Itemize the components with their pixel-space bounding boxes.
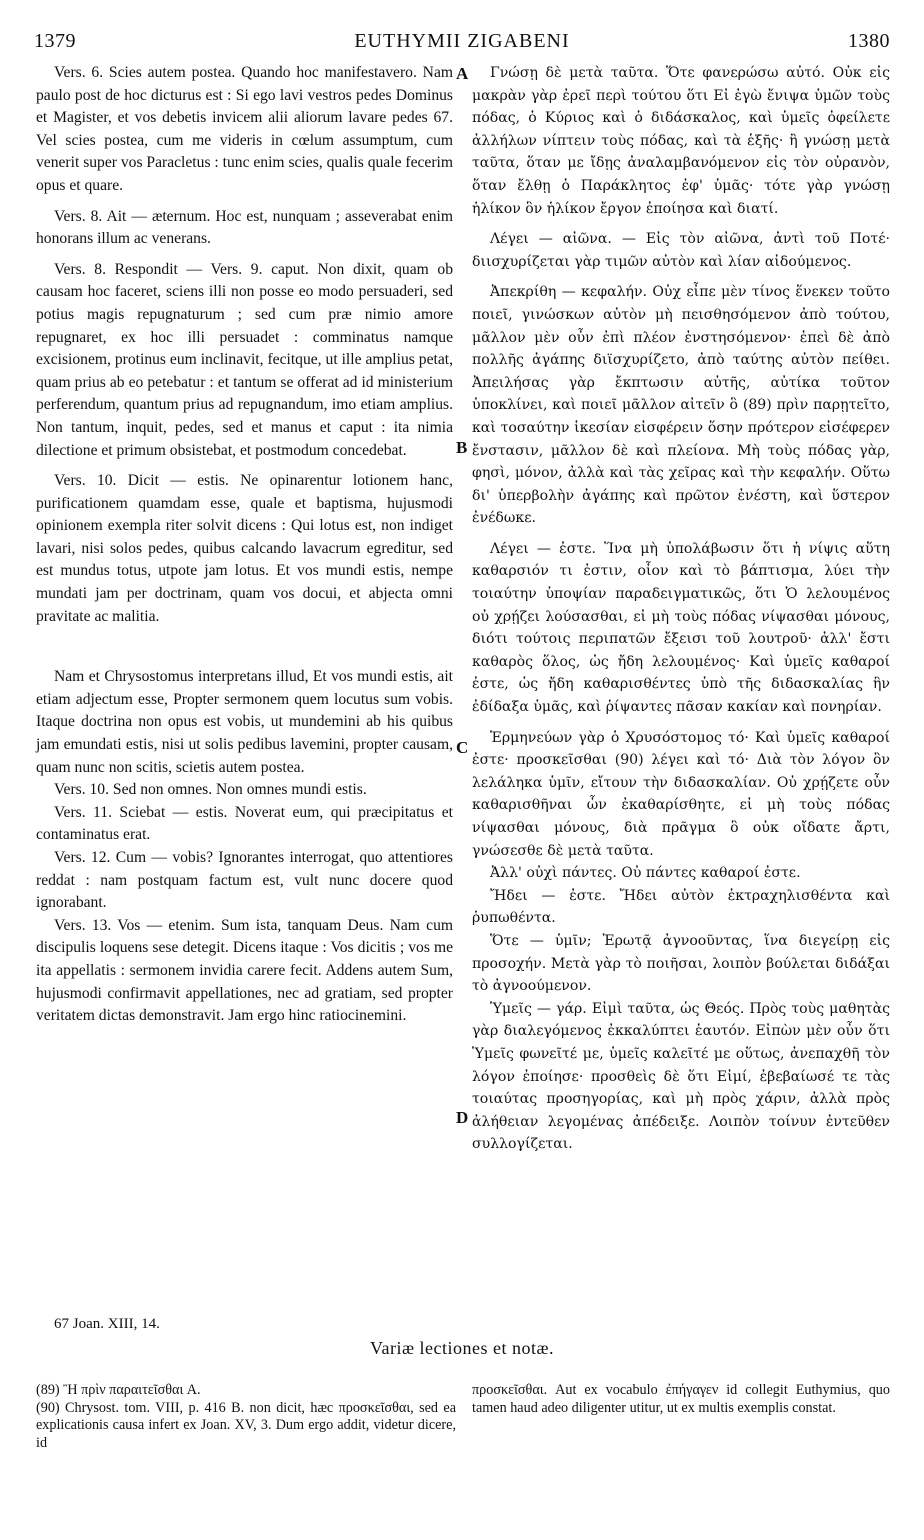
greek-paragraph: Γνώσῃ δὲ μετὰ ταῦτα. Ὅτε φανερώσω αὐτό. Οὐκ εἰς μακρὰν γὰρ ἐρεῖ περὶ τούτου ὅτι Εἰ ἐγὼ ἔνιψα ὑμῶν τοὺς πόδας, ὁ Κύριος καὶ ὁ διδάσκαλος, καὶ ὑμεῖς ὀφείλετε ἀλλήλων νίπτειν τοὺς πόδας, καὶ τὰ ἑξῆς· ἢ γνώσῃ μετὰ ταῦτα, ὅταν με ἴδῃς ἀναλαμβανόμενον εἰς τὸν οὐρανὸν, ὅταν ἔλθῃ ὁ Παράκλητος ἐφ' ὑμᾶς· τότε γὰρ γνώσῃ ἡλίκον ὃν ἡλίκον ἔργον ἐποίησα καὶ διατί. [472, 65, 890, 217]
greek-paragraph: Ἤδει — ἐστε. Ἤδει αὐτὸν ἐκτραχηλισθέντα καὶ ῥυπωθέντα. [472, 887, 890, 927]
notes-left [36, 1382, 456, 1452]
running-title: EUTHYMII ZIGABENI [354, 30, 570, 52]
greek-column [472, 62, 890, 1156]
footnote: 67 Joan. XIII, 14. [54, 1316, 160, 1332]
latin-paragraph: Vers. 10. Sed non omnes. Non omnes mundi estis. [54, 781, 367, 799]
note-entry: (89) Ἢ πρὶν παραιτεῖσθαι A. [36, 1382, 201, 1398]
section-marker-b: B [456, 438, 468, 457]
latin-column [36, 62, 453, 1028]
page-number-right: 1380 [848, 30, 890, 52]
greek-paragraph: Ὑμεῖς — γάρ. Εἰμὶ ταῦτα, ὡς Θεός. Πρὸς τοὺς μαθητὰς γὰρ διαλεγόμενος ἐκκαλύπτει ἑαυτόν. Εἰπὼν μὲν οὖν ὅτι Ὑμεῖς φωνεῖτέ με, ὑμεῖς καλεῖτέ με οὕτως, ἀνεπαχθῆ τὸν λόγον ἐποίησε· προσθεὶς δὲ ὅτι Εἰμί, ἐβεβαίωσέ τε τὰς τοιαύτας προσηγορίας, καὶ μὴ πρὸς χάριν, ἀλλὰ πρὸς ἀλήθειαν λεγομένας ἀπέδειξε. Λοιπὸν τοίνυν ἐντεῦθεν συλλογίζεται. [472, 1000, 890, 1153]
notes-right [472, 1382, 890, 1417]
page-number-left: 1379 [34, 30, 76, 52]
latin-paragraph: Vers. 12. Cum — vobis? Ignorantes interrogat, quo attentiores reddat : nam postquam factum est, vult nunc docere quod ignorabant. [36, 849, 453, 912]
running-header [34, 30, 890, 58]
section-marker-a: A [456, 64, 469, 83]
latin-paragraph: Vers. 10. Dicit — estis. Ne opinarentur lotionem hanc, purificationem quamdam esse, quale et baptisma, hujusmodi opinionem exempla riter solvit dicens : Qui lotus est, non indiget lavari, nisi solos pedes, quibus calcando lavacrum egreditur, sed est mundus totus, utpote jam lotus. Et vos mundi estis, nempe mundati jam per doctrinam, quam vos docui, et abjecta omni pravitate ac malitia. [36, 472, 453, 625]
note-entry: προσκεῖσθαι. Aut ex vocabulo ἐπήγαγεν id collegit Euthymius, quo tamen haud adeo diligenter utitur, ut ex multis exemplis constat. [472, 1382, 890, 1416]
notes-title: Variæ lectiones et notæ. [370, 1338, 554, 1358]
latin-paragraph: Vers. 8. Respondit — Vers. 9. caput. Non dixit, quam ob causam hoc faceret, sciens illi non posse eo modo persuaderi, sed potius magis repugnaturum ; sed cum præ nimio amore repugnaret, ex hoc illi persuadet : comminatus namque excisionem, protinus eum inclinavit, fecitque, ut ille amplius petat, quam prius ab eo petebatur : et tantum se offerat ad id ministerium perferendum, quantum prius ad repugnandum, imo etiam amplius. Non tantum, inquit, pedes, sed et manus et caput : ita nimia dilectione et primum obsistebat, et postmodum concedebat. [36, 260, 453, 459]
greek-paragraph: Ἀλλ' οὐχὶ πάντες. Οὐ πάντες καθαροί ἐστε. [490, 865, 801, 882]
note-entry: (90) Chrysost. tom. VIII, p. 416 B. non dicit, hæc προσκεῖσθαι, sed ea explicationis causa infert ex Joan. XV, 3. Dum ergo addit, videtur dicere, id [36, 1399, 456, 1451]
greek-paragraph: Ὅτε — ὑμῖν; Ἐρωτᾷ ἀγνοοῦντας, ἵνα διεγείρῃ εἰς προσοχήν. Μετὰ γὰρ τὸ ποιῆσαι, λοιπὸν βούλεται διδάξαι τὸ ἀγνοούμενον. [472, 932, 890, 995]
section-marker-d: D [456, 1108, 469, 1127]
latin-paragraph: Vers. 13. Vos — etenim. Sum ista, tanquam Deus. Nam cum discipulis loquens sese detegit. Dicens itaque : Vos dicitis ; vos me ita appellatis : sermonem invidia carere fecit. Addens autem Sum, hujusmodi confirmavit appellationes, nec ad gratiam, sed propter veritatem dictas demonstravit. Jam ergo hinc ratiocinemini. [36, 916, 453, 1025]
section-marker-c: C [456, 738, 469, 757]
latin-paragraph: Nam et Chrysostomus interpretans illud, Et vos mundi estis, ait etiam adjectum esse, Propter sermonem quem locutus sum vobis. Itaque doctrina non opus est vobis, ut mundemini ab his quibus jam emundati estis, nisi ut solis pedibus lavemini, propter causam, quam nunc non scitis, scietis autem postea. [36, 668, 453, 776]
greek-paragraph: Λέγει — αἰῶνα. — Εἰς τὸν αἰῶνα, ἀντὶ τοῦ Ποτέ· διισχυρίζεται γὰρ τιμῶν αὐτὸν καὶ λίαν αἰδούμενος. [472, 231, 890, 270]
latin-paragraph: Vers. 8. Ait — æternum. Hoc est, nunquam ; asseverabat enim honorans illum ac venerans. [36, 207, 453, 248]
greek-paragraph: Λέγει — ἐστε. Ἵνα μὴ ὑπολάβωσιν ὅτι ἡ νίψις αὕτη καθαρσιόν τι ἐστιν, οἷον καὶ τὸ βάπτισμα, λύει τὴν τοιαύτην ὑποψίαν παραδειγματικῶς, ὅτι Ὁ λελουμένος οὐ χρῄζει λούσασθαι, εἰ μὴ τοὺς πόδας νίψασθαι μόνους, διότι τούτοις περιπατῶν ἔξεισι τοῦ λουτροῦ· ἀλλ' ἔστι καθαρὸς ὅλος, ὡς ἤδη λελουμένος· Καὶ ὑμεῖς καθαροί ἐστε, ὡς ἤδη καθαρισθέντες ὑπὸ τῆς διδασκαλίας ἣν ἐδίδαξα ὑμᾶς, καὶ ῥίψαντες πᾶσαν κακίαν καὶ πονηρίαν. [472, 540, 890, 716]
greek-paragraph: Ἀπεκρίθη — κεφαλήν. Οὐχ εἶπε μὲν τίνος ἕνεκεν τοῦτο ποιεῖ, γινώσκων αὐτὸν μὴ πεισθησόμενον ἀπὸ τούτου, μᾶλλον μὲν οὖν ἐπὶ πλέον ἐνστησόμενον· ἐπεὶ δὲ ἀπὸ πολλῆς ἀγάπης διϊσχυρίζετο, ἀπὸ ταύτης αὐτὸν πείθει. Ἀπειλήσας γὰρ ἔκπτωσιν αὐτῆς, αὐτίκα τοῦτον ὑποκλίνει, καὶ ποιεῖ μᾶλλον αἰτεῖν ὃ (89) πρὶν παρῃτεῖτο, καὶ τοσαύτην ἱκεσίαν εἰσφέρειν ὅσην πρότερον εἰσέφερεν ἔνστασιν, μᾶλλον δὲ καὶ πλείονα. Μὴ τοὺς πόδας γὰρ, φησὶ, μόνον, ἀλλὰ καὶ τὰς χεῖρας καὶ τὴν κεφαλήν. Οὕτω δι' ὑπερβολὴν ἀγάπης καὶ πρῶτον ἐνέστη, καὶ ὕστερον ἐνέδωκε. [472, 284, 890, 527]
latin-paragraph: Vers. 11. Sciebat — estis. Noverat eum, qui præcipitatus et contaminatus erat. [36, 803, 453, 844]
greek-paragraph: Ἑρμηνεύων γὰρ ὁ Χρυσόστομος τό· Καὶ ὑμεῖς καθαροί ἐστε· προσκεῖσθαι (90) λέγει καὶ τό· Διὰ τὸν λόγον ὃν λελάληκα ὑμῖν, εἴτουν τὴν διδασκαλίαν. Οὐ χρῄζετε οὖν καθαρισθῆναι ὧν ἐκαθαρίσθητε, εἰ μὴ τοὺς πόδας νίψασθαι μόνους, διὰ πρᾶγμα ὃ οὐκ οἴδατε ἄρτι, γνώσεσθε δὲ μετὰ ταῦτα. [472, 729, 890, 859]
latin-paragraph: Vers. 6. Scies autem postea. Quando hoc manifestavero. Nam paulo post de hoc dicturus est : Si ego lavi vestros pedes Dominus et Magister, et vos debetis invicem alii aliorum lavare pedes 67. Vel scies postea, cum me videris in cœlum assumptum, cum venerit super vos Paracletus : tunc enim scies, qualis quale fecerim opus et quare. [36, 64, 453, 194]
